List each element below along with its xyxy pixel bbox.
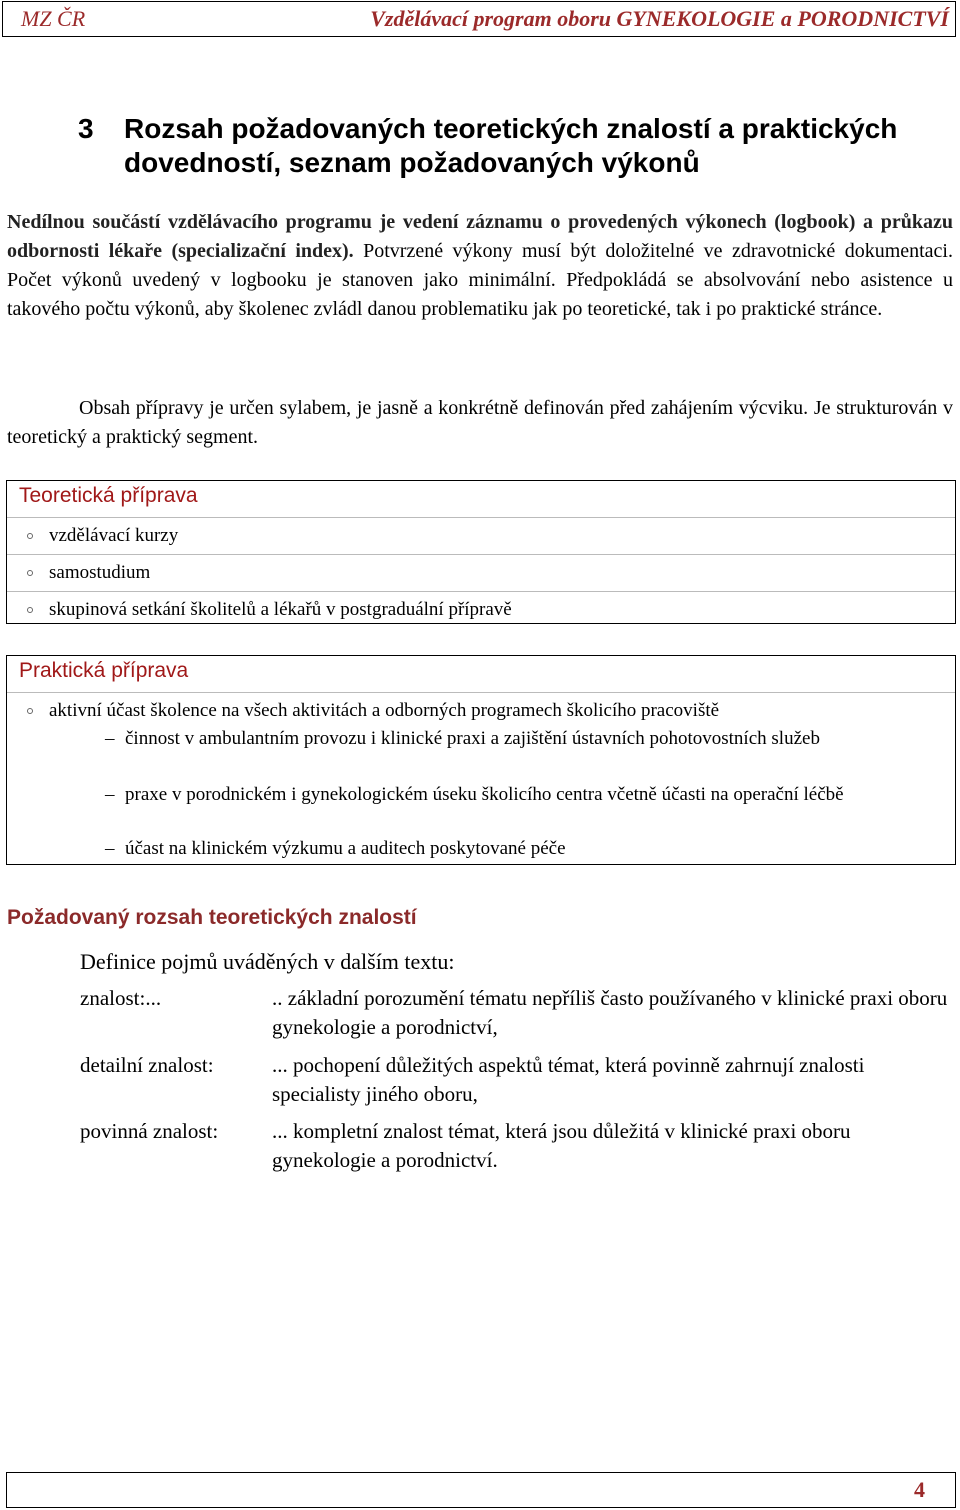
sub-list-item-text: účast na klinickém výzkumu a auditech poskytované péče	[125, 838, 566, 859]
section-title: Rozsah požadovaných teoretických znalostí a praktických dovedností, seznam požadovaných výkonů	[124, 113, 898, 178]
section-heading	[78, 112, 948, 180]
list-item-text: skupinová setkání školitelů a lékařů v postgraduální přípravě	[49, 599, 512, 620]
definition-text: .. základní porozumění tématu nepříliš často používaného v klinické praxi oboru gynekologie a porodnictví,	[272, 986, 948, 1039]
practice-box	[6, 655, 956, 865]
definition-row	[80, 1117, 950, 1175]
sub-list-item-text: činnost v ambulantním provozu i klinické praxi a zajištění ústavních pohotovostních služeb	[125, 728, 820, 749]
definition-text: ... kompletní znalost témat, která jsou důležitá v klinické praxi oboru gynekologie a porodnictví.	[272, 1119, 851, 1172]
list-item	[7, 517, 955, 554]
practice-list	[7, 692, 955, 729]
dash-icon: –	[105, 728, 115, 749]
definition-term: znalost:...	[80, 986, 162, 1010]
list-item-text: samostudium	[49, 562, 151, 583]
list-item	[7, 692, 955, 729]
bullet-icon	[27, 570, 33, 576]
definition-text: ... pochopení důležitých aspektů témat, která povinně zahrnují znalosti specialisty jiného oboru,	[272, 1053, 865, 1106]
definition-row	[80, 1051, 950, 1109]
practice-title: Praktická příprava	[19, 659, 189, 682]
sub-list-item-text: praxe v porodnickém i gynekologickém úseku školicího centra včetně účasti na operační léčbě	[125, 784, 844, 805]
theory-list	[7, 517, 955, 628]
sub-list-item	[105, 836, 945, 862]
sub-list-item	[105, 782, 945, 808]
theory-title: Teoretická příprava	[19, 484, 198, 507]
bullet-icon	[27, 607, 33, 613]
dash-icon: –	[105, 838, 115, 859]
dash-icon: –	[105, 784, 115, 805]
theory-box	[6, 480, 956, 624]
definition-term: povinná znalost:	[80, 1119, 219, 1143]
page-header	[2, 1, 956, 37]
knowledge-heading: Požadovaný rozsah teoretických znalostí	[7, 906, 417, 929]
bullet-icon	[27, 533, 33, 539]
sub-list-item	[105, 726, 945, 752]
intro-paragraph	[7, 208, 953, 324]
definition-term: detailní znalost:	[80, 1053, 214, 1077]
list-item-text: vzdělávací kurzy	[49, 525, 179, 546]
intro-text: Potvrzené výkony musí být doložitelné ve zdravotnické dokumentaci. Počet výkonů uvedený v logbooku je stanoven jako minimální. Předpokládá se absolvování nebo asistence u takového počtu výkonů, aby školenec zvládl danou problematiku jak po teoretické, tak i po praktické stránce.	[7, 240, 953, 320]
intro-paragraph-2: Obsah přípravy je určen sylabem, je jasně a konkrétně definován před zahájením výcviku. Je strukturován v teoretický a praktický segment.	[7, 397, 953, 448]
definition-row	[80, 984, 950, 1042]
list-item	[7, 591, 955, 628]
header-left: MZ ČR	[21, 6, 86, 31]
list-item-text: aktivní účast školence na všech aktivitách a odborných programech školicího pracoviště	[49, 700, 720, 721]
definitions-intro: Definice pojmů uváděných v dalším textu:	[80, 949, 455, 974]
header-title: Vzdělávací program oboru GYNEKOLOGIE a PORODNICTVÍ	[370, 6, 949, 31]
bullet-icon	[27, 708, 33, 714]
section-number: 3	[78, 113, 94, 144]
intro-bold-text: Nedílnou součástí vzdělávacího programu je vedení záznamu o provedených výkonech (logbook) a průkazu odbornosti lékaře (specializační index).	[7, 211, 953, 262]
list-item	[7, 554, 955, 591]
page-number: 4	[6, 1472, 956, 1508]
